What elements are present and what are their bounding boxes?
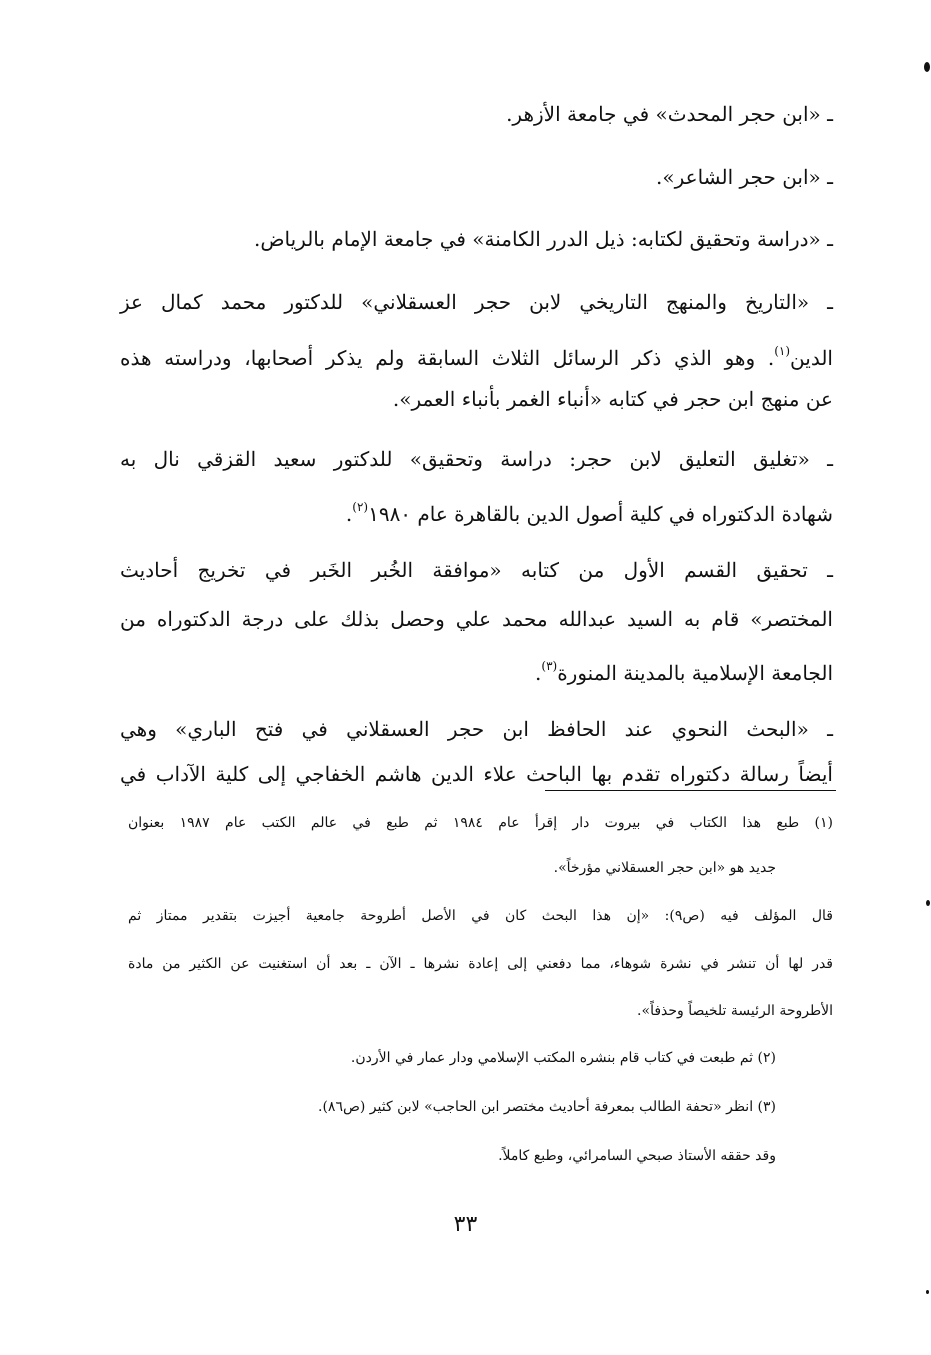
item-4-line-2 [120,337,833,372]
footnote-1-line-1: (١) طبع هذا الكتاب في بيروت دار إقرأ عام ١٩٨٤ ثم طبع في عالم الكتب عام ١٩٨٧ بعنوان [128,815,833,831]
list-item-3: ـ «دراسة وتحقيق لكتابه: ذيل الدرر الكامنة» في جامعة الإمام بالرياض. [253,227,833,251]
footnote-2: (٢) ثم طبعت في كتاب قام بنشره المكتب الإسلامي ودار عمار في الأردن. [350,1050,776,1066]
item-5-line-1: ـ «تغليق التعليق لابن حجر: دراسة وتحقيق» للدكتور سعيد القزقي نال به [120,447,833,471]
footnote-1-line-2: جديد هو «ابن حجر العسقلاني مؤرخاً». [553,860,776,876]
item-5-line-2b: . [345,502,353,526]
list-item-1: ـ «ابن حجر المحدث» في جامعة الأزهر. [506,102,833,126]
item-6-line-3 [535,652,833,687]
scan-speck [924,62,930,72]
item-7-line-1: ـ «البحث النحوي عند الحافظ ابن حجر العسقلاني في فتح الباري» وهي [120,717,833,741]
footnote-separator [545,790,836,791]
scan-speck [926,900,930,906]
item-4-line-3: عن منهج ابن حجر في كتابه «أنباء الغمر بأنباء العمر». [392,387,833,411]
footnote-1-line-3: قال المؤلف فيه (ص٩): «إن هذا البحث كان في الأصل أطروحة جامعية أجيزت بتقدير ممتاز ثم [128,908,834,924]
footnote-ref-2[interactable]: (٢) [352,500,369,514]
item-5-line-2a: شهادة الدكتوراه في كلية أصول الدين بالقاهرة عام ١٩٨٠ [368,502,833,526]
page-number: ٣٣ [453,1212,478,1237]
item-5-line-2 [346,493,833,528]
item-4-line-2b: . وهو الذي ذكر الرسائل الثلاث السابقة ولم يذكر أصحابها، ودراسته هذه [120,346,775,370]
item-4-line-2a: الدين [790,346,833,370]
footnote-1-line-5: الأطروحة الرئيسة تلخيصاً وحذفاً». [637,1003,833,1019]
item-7-line-2: أيضاً رسالة دكتوراه تقدم بها الباحث علاء الدين هاشم الخفاجي إلى كلية الآداب في [120,762,833,786]
item-6-line-2: المختصر» قام به السيد عبدالله محمد علي وحصل بذلك على درجة الدكتوراه من [120,607,833,631]
item-6-line-3b: . [535,661,542,685]
footnote-ref-1[interactable]: (١) [774,344,791,358]
footnote-1-line-4: قدر لها أن تنشر في نشرة شوهاء، مما دفعني إلى إعادة نشرها ـ الآن ـ بعد أن استغنيت عن الكثير من مادة [128,956,833,972]
list-item-2: ـ «ابن حجر الشاعر». [656,165,833,189]
item-4-line-1: ـ «التاريخ والمنهج التاريخي لابن حجر العسقلاني» للدكتور محمد كمال عز [120,290,833,314]
footnote-3-line-1: (٣) انظر «تحفة الطالب بمعرفة أحاديث مختصر ابن الحاجب» لابن كثير (ص٨٦). [318,1099,776,1115]
item-6-line-3a: الجامعة الإسلامية بالمدينة المنورة [557,661,833,685]
item-6-line-1: ـ تحقيق القسم الأول من كتابه «موافقة الخُبر الخَبر في تخريج أحاديث [120,558,833,582]
scan-speck [926,1290,929,1294]
footnote-ref-3[interactable]: (٣) [541,659,558,673]
footnote-3-line-2: وقد حققه الأستاذ صبحي السامرائي، وطبع كاملاً. [498,1148,776,1164]
